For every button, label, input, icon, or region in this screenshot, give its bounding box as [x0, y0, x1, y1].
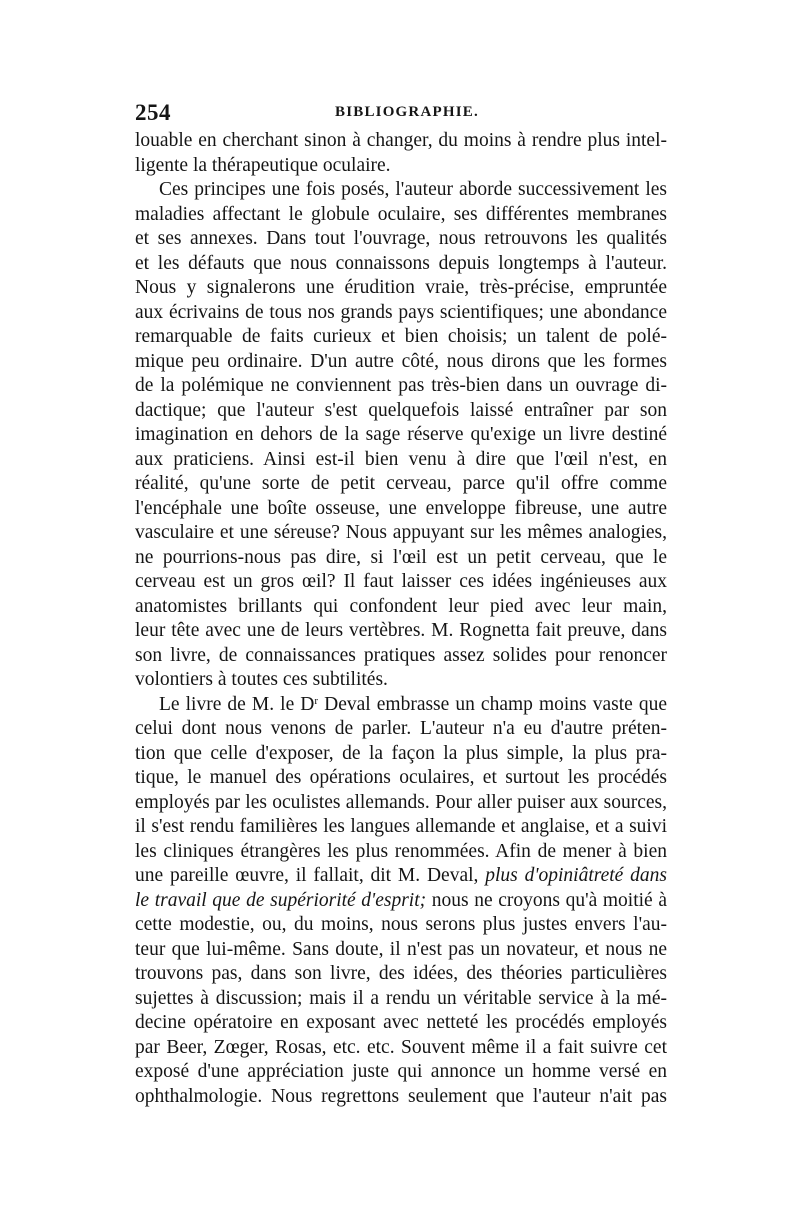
- text-line: volontiers à toutes ces subtilités.: [135, 669, 388, 690]
- text-line: trouvons pas, dans son livre, des idées, des théories particulières: [135, 963, 667, 984]
- text-line: mique peu ordinaire. D'un autre côté, nous dirons que les formes: [135, 350, 667, 372]
- text-line: tion que celle d'exposer, de la façon la plus simple, la plus pra-: [135, 742, 667, 764]
- text-fragment: Deval embrasse un champ moins vaste que: [318, 693, 667, 715]
- text-line: réalité, qu'une sorte de petit cerveau, parce qu'il offre comme: [135, 473, 667, 494]
- text-line: celui dont nous venons de parler. L'auteur n'a eu d'autre préten-: [135, 718, 667, 739]
- text-line: ne pourrions-nous pas dire, si l'œil est un petit cerveau, que le: [135, 546, 667, 568]
- text-line: les cliniques étrangères les plus renommées. Afin de mener à bien: [135, 840, 667, 862]
- text-line: [135, 889, 667, 914]
- paragraph-start-line: Ces principes une fois posés, l'auteur aborde successivement les: [159, 179, 667, 200]
- text-line: Nous y signalerons une érudition vraie, très-précise, empruntée: [135, 277, 667, 298]
- page-number: 254: [135, 100, 171, 125]
- text-line: aux écrivains de tous nos grands pays scientifiques; une abondance: [135, 301, 667, 323]
- running-title: BIBLIOGRAPHIE.: [335, 104, 479, 120]
- text-line: et ses annexes. Dans tout l'ouvrage, nous retrouvons les qualités: [135, 228, 667, 249]
- text-line: imagination en dehors de la sage réserve qu'exige un livre destiné: [135, 424, 667, 445]
- text-fragment: Le livre de M. le D: [159, 693, 315, 715]
- text-line: decine opératoire en exposant avec netteté les procédés employés: [135, 1012, 667, 1033]
- text-fragment: une pareille œuvre, il fallait, dit M. Deval,: [135, 865, 479, 886]
- paragraph-start-line: [135, 693, 667, 718]
- text-line: son livre, de connaissances pratiques assez solides pour renoncer: [135, 644, 667, 666]
- text-line: maladies affectant le globule oculaire, ses différentes membranes: [135, 203, 667, 225]
- text-line: de la polémique ne conviennent pas très-bien dans un ouvrage di-: [135, 375, 667, 396]
- text-line: l'encéphale une boîte osseuse, une enveloppe fibreuse, une autre: [135, 497, 667, 519]
- text-line: vasculaire et une séreuse? Nous appuyant sur les mêmes analogies,: [135, 522, 667, 543]
- text-line: ophthalmologie. Nous regrettons seulement que l'auteur n'ait pas: [135, 1085, 667, 1107]
- text-line: dactique; que l'auteur s'est quelquefois laissé entraîner par son: [135, 399, 667, 421]
- text-line: teur que lui-même. Sans doute, il n'est pas un novateur, et nous ne: [135, 938, 667, 960]
- text-line: [135, 864, 667, 889]
- text-line: employés par les oculistes allemands. Pour aller puiser aux sources,: [135, 791, 667, 813]
- text-line: et les défauts que nous connaissons depuis longtemps à l'auteur.: [135, 252, 667, 274]
- text-fragment: nous ne croyons qu'à moitié à: [426, 889, 667, 911]
- text-line: ligente la thérapeutique oculaire.: [135, 154, 391, 176]
- text-line: il s'est rendu familières les langues allemande et anglaise, et a suivi: [135, 816, 667, 837]
- text-line: sujettes à discussion; mais il a rendu un véritable service à la mé-: [135, 987, 667, 1009]
- text-line: exposé d'une appréciation juste qui annonce un homme versé en: [135, 1061, 667, 1082]
- text-line: leur tête avec une de leurs vertèbres. M. Rognetta fait preuve, dans: [135, 620, 667, 641]
- text-line: par Beer, Zœger, Rosas, etc. etc. Souvent même il a fait suivre cet: [135, 1036, 667, 1058]
- text-line: cerveau est un gros œil? Il faut laisser ces idées ingénieuses aux: [135, 571, 667, 592]
- italic-fragment: plus d'opiniâtreté dans: [485, 865, 667, 886]
- text-line: anatomistes brillants qui confondent leur pied avec leur main,: [135, 595, 667, 617]
- italic-fragment: le travail que de supériorité d'esprit;: [135, 889, 427, 911]
- body-text: [135, 129, 667, 1109]
- text-line: louable en cherchant sinon à changer, du moins à rendre plus intel-: [135, 130, 667, 151]
- text-line: remarquable de faits curieux et bien choisis; un talent de polé-: [135, 326, 667, 347]
- text-line: aux praticiens. Ainsi est-il bien venu à dire que l'œil n'est, en: [135, 448, 667, 470]
- text-line: tique, le manuel des opérations oculaires, et surtout les procédés: [135, 767, 667, 788]
- running-head: [135, 100, 667, 128]
- text-line: cette modestie, ou, du moins, nous serons plus justes envers l'au-: [135, 914, 667, 935]
- superscript: r: [314, 694, 319, 707]
